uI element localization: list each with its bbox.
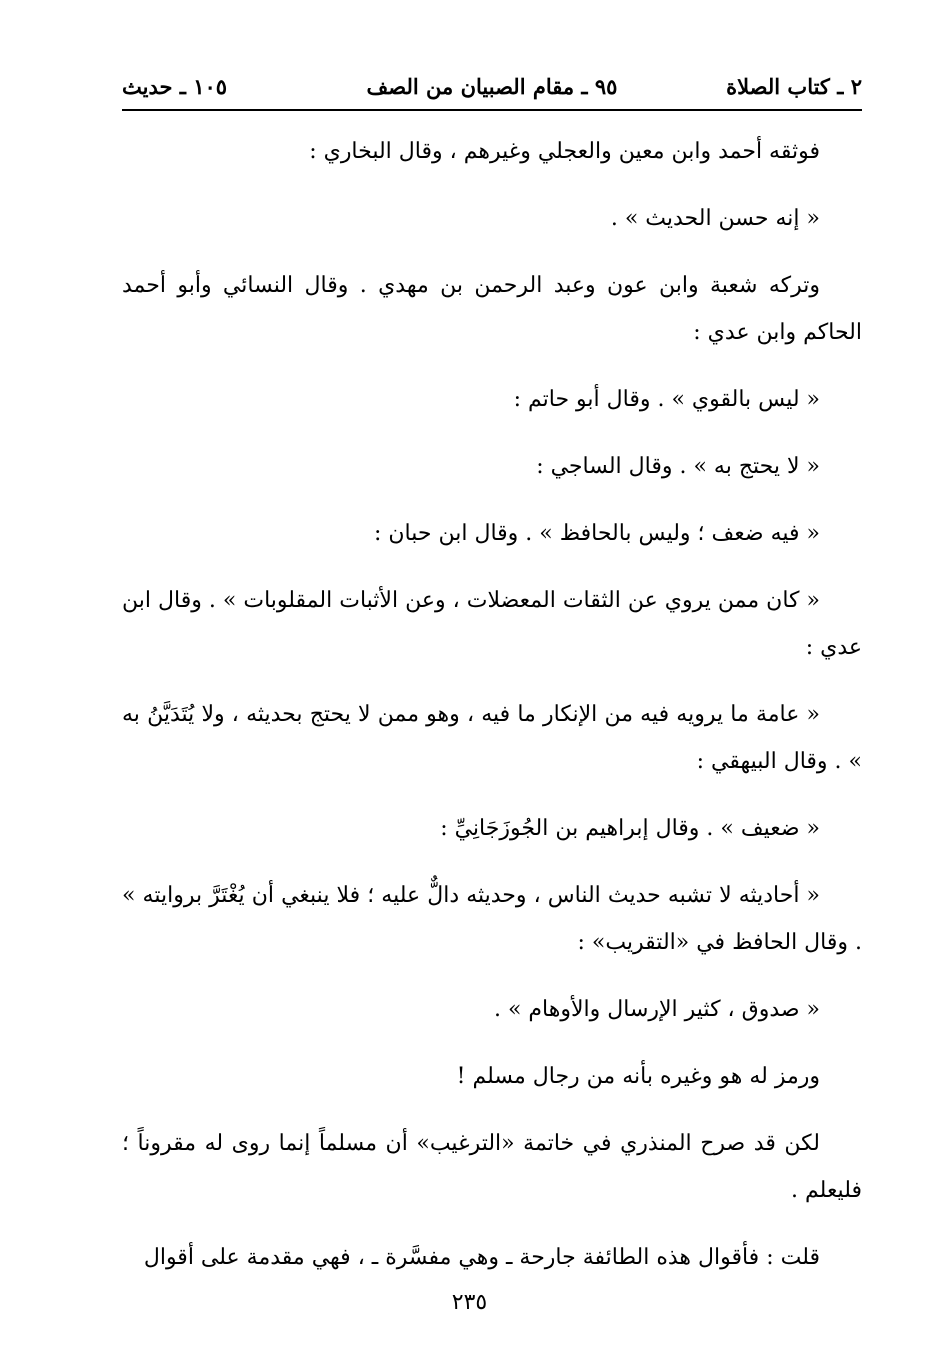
paragraph: ورمز له هو وغيره بأنه من رجال مسلم ! xyxy=(456,1064,820,1089)
page-number: ٢٣٥ xyxy=(451,1290,488,1315)
paragraph: لكن قد صرح المنذري في خاتمة «الترغيب» أن مسلماً إنما روى له مقروناً ؛ فليعلم . xyxy=(122,1131,862,1203)
paragraph: وتركه شعبة وابن عون وعبد الرحمن بن مهدي . وقال النسائي وأبو أحمد الحاكم وابن عدي : xyxy=(122,273,862,345)
paragraph: « فيه ضعف ؛ وليس بالحافظ » . وقال ابن حبان : xyxy=(373,521,820,546)
paragraph: « أحاديثه لا تشبه حديث الناس ، وحديثه دالٌّ عليه ؛ فلا ينبغي أن يُغْتَرَّ بروايته » . وقال الحافظ في «التقريب» : xyxy=(122,883,862,955)
paragraph: « لا يحتج به » . وقال الساجي : xyxy=(536,454,820,479)
paragraph: « ليس بالقوي » . وقال أبو حاتم : xyxy=(513,387,820,412)
main-text xyxy=(122,128,862,1281)
paragraph: فوثقه أحمد وابن معين والعجلي وغيرهم ، وقال البخاري : xyxy=(309,139,820,164)
header-divider xyxy=(122,109,862,111)
paragraph: قلت : فأقوال هذه الطائفة جارحة ـ وهي مفسَّرة ـ ، فهي مقدمة على أقوال xyxy=(143,1245,820,1270)
header-book-title: ٢ ـ كتاب الصلاة xyxy=(726,74,862,99)
header-hadith-number: ١٠٥ ـ حديث xyxy=(122,74,228,99)
paragraph: « صدوق ، كثير الإرسال والأوهام » . xyxy=(493,997,820,1022)
header-chapter-title: ٩٥ ـ مقام الصبيان من الصف xyxy=(366,74,618,99)
paragraph: « عامة ما يرويه فيه من الإنكار ما فيه ، وهو ممن لا يحتج بحديثه ، ولا يُتَدَيَّنُ به » . وقال البيهقي : xyxy=(122,702,862,774)
paragraph: « إنه حسن الحديث » . xyxy=(610,206,820,231)
running-header xyxy=(122,70,862,106)
paragraph: « كان ممن يروي عن الثقات المعضلات ، وعن الأثبات المقلوبات » . وقال ابن عدي : xyxy=(122,588,862,660)
paragraph: « ضعيف » . وقال إبراهيم بن الجُوزَجَانِيِّ : xyxy=(440,816,820,841)
